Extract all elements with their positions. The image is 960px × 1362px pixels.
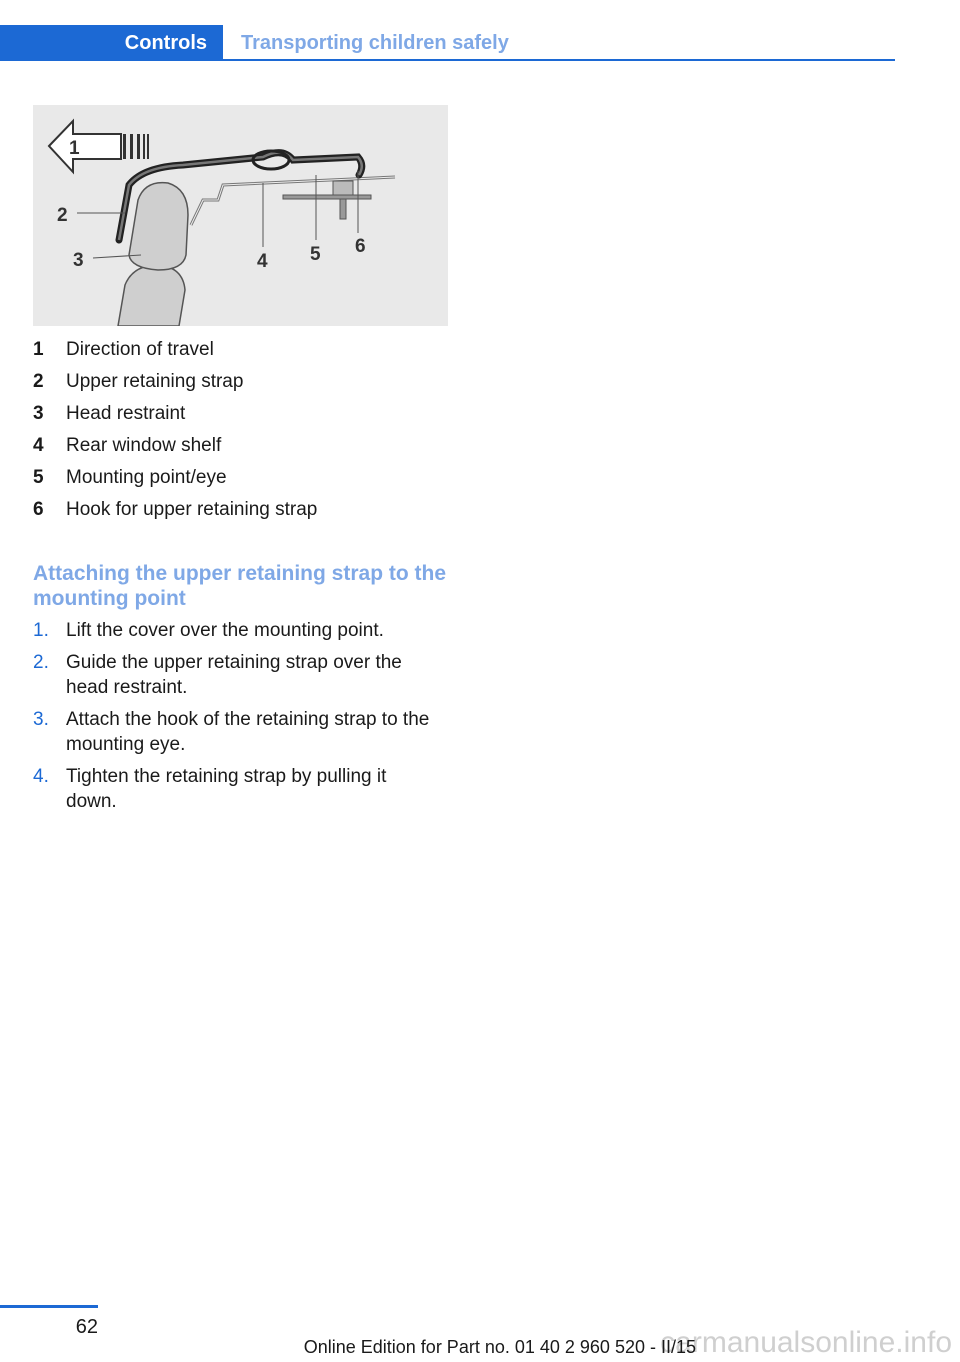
- legend-item: [33, 434, 453, 466]
- callout-1: 1: [69, 138, 80, 159]
- callout-6: 6: [355, 236, 366, 257]
- legend-text: Mounting point/eye: [66, 467, 227, 488]
- legend-number: 3: [33, 403, 44, 424]
- footer-rule: [0, 1305, 98, 1308]
- legend-text: Upper retaining strap: [66, 371, 244, 392]
- step-number: 4.: [33, 766, 49, 787]
- child-seat-strap-illustration: [33, 105, 448, 326]
- header-rule: [223, 59, 895, 61]
- instruction-steps: [33, 618, 433, 821]
- section-heading: Attaching the upper retaining strap to the mounting point: [33, 562, 447, 610]
- edition-note: Online Edition for Part no. 01 40 2 960 520 - II/15: [303, 1337, 696, 1357]
- step-item: [33, 764, 433, 814]
- illustration-svg: [33, 105, 448, 326]
- legend-item: [33, 370, 453, 402]
- page-number: 62: [75, 1316, 98, 1338]
- legend-number: 5: [33, 467, 44, 488]
- callout-5: 5: [310, 244, 321, 265]
- legend-number: 1: [33, 339, 44, 360]
- legend-item: [33, 402, 453, 434]
- seat-back: [118, 265, 185, 326]
- step-text: Attach the hook of the retaining strap to the mounting eye.: [66, 709, 430, 755]
- step-item: [33, 618, 433, 643]
- page-header: [0, 25, 895, 61]
- callout-2: 2: [57, 205, 68, 226]
- legend-text: Hook for upper retaining strap: [66, 499, 318, 520]
- callout-3: 3: [73, 250, 84, 271]
- legend-text: Direction of travel: [66, 339, 214, 360]
- legend-text: Rear window shelf: [66, 435, 222, 456]
- rear-window-shelf: [191, 177, 395, 225]
- step-item: [33, 650, 433, 700]
- step-text: Guide the upper retaining strap over the head restraint.: [66, 652, 402, 698]
- direction-arrow-icon: [49, 121, 121, 172]
- legend-item: [33, 466, 453, 498]
- step-text: Lift the cover over the mounting point.: [66, 620, 384, 641]
- legend-number: 2: [33, 371, 44, 392]
- watermark: carmanualsonline.info: [660, 1326, 952, 1359]
- step-text: Tighten the retaining strap by pulling it down.: [66, 766, 387, 812]
- callout-4: 4: [257, 251, 268, 272]
- step-number: 1.: [33, 620, 49, 641]
- legend-number: 4: [33, 435, 44, 456]
- figure-legend: [33, 338, 453, 530]
- section-title[interactable]: Transporting children safely: [241, 32, 509, 54]
- legend-number: 6: [33, 499, 44, 520]
- chapter-tab[interactable]: Controls: [0, 25, 223, 61]
- step-number: 2.: [33, 652, 49, 673]
- legend-item: [33, 338, 453, 370]
- step-item: [33, 707, 433, 757]
- legend-item: [33, 498, 453, 530]
- legend-text: Head restraint: [66, 403, 186, 424]
- step-number: 3.: [33, 709, 49, 730]
- head-restraint: [129, 183, 188, 270]
